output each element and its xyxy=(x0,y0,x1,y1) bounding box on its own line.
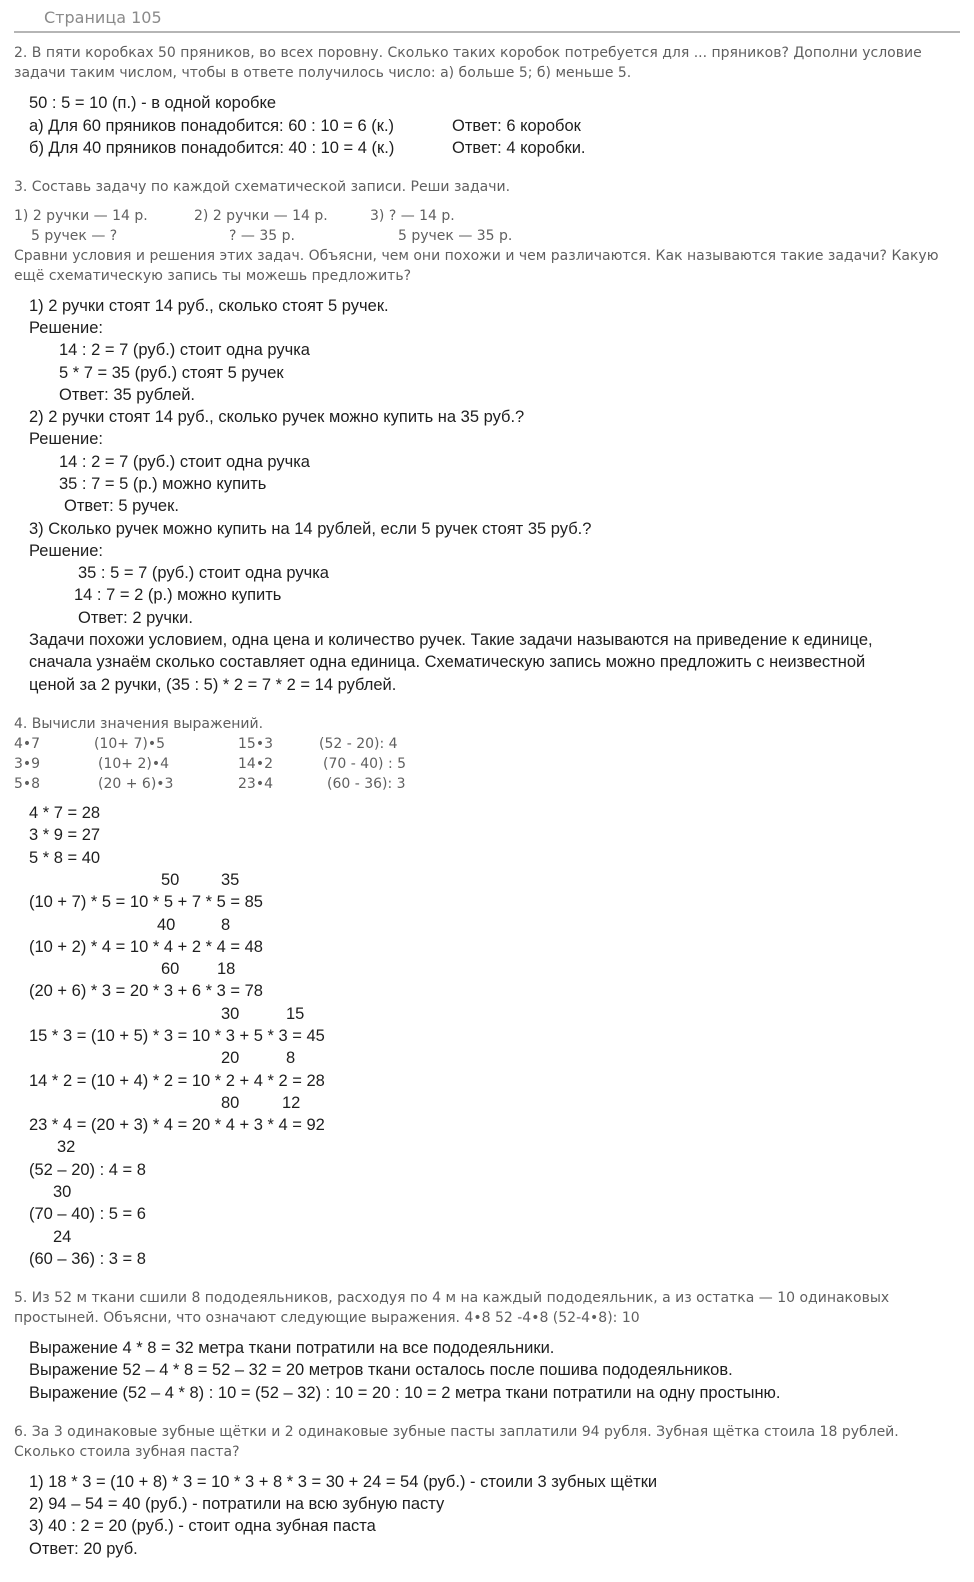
task3-question-line2: Сравни условия и решения этих задач. Объясни, чем они похожи и чем различаются. Как называются такие задачи? Какую xyxy=(14,248,939,264)
task4-answer-line: (70 – 40) : 5 = 6 xyxy=(29,1205,146,1223)
task5-answer-line: Выражение 4 * 8 = 32 метра ткани потратили на все пододеяльники. xyxy=(29,1339,555,1357)
task4-partial-product: 50 xyxy=(161,871,180,889)
task4-answer-line: 4 * 7 = 28 xyxy=(29,804,101,822)
header-divider xyxy=(14,31,960,33)
task4-partial-product: 30 xyxy=(221,1005,240,1023)
task4-partial-product: 60 xyxy=(161,960,180,978)
task3-answer-line: 14 : 7 = 2 (р.) можно купить xyxy=(74,586,282,604)
task4-partial-product: 20 xyxy=(221,1049,240,1067)
task4-partial-result: 24 xyxy=(53,1228,72,1246)
task5-question-line1: 5. Из 52 м ткани сшили 8 пододеяльников, расходуя по 4 м на каждый пододеяльник, а из остатка — 10 одинаковых xyxy=(14,1290,890,1306)
task3-scheme-1b: 5 ручек — ? xyxy=(31,228,118,244)
task4-answer-line: 14 * 2 = (10 + 4) * 2 = 10 * 2 + 4 * 2 = 28 xyxy=(29,1072,325,1090)
task3-answer-line: Ответ: 2 ручки. xyxy=(78,609,193,627)
task4-answer-line: 23 * 4 = (20 + 3) * 4 = 20 * 4 + 3 * 4 = 92 xyxy=(29,1116,325,1134)
task3-answer-line: 3) Сколько ручек можно купить на 14 рублей, если 5 ручек стоят 35 руб.? xyxy=(29,520,592,538)
task4-expression: (52 - 20): 4 xyxy=(319,736,398,752)
task5-answer-line: Выражение (52 – 4 * 8) : 10 = (52 – 32) : 10 = 20 : 10 = 2 метра ткани потратили на одну простыню. xyxy=(29,1384,781,1402)
task4-expression: (20 + 6)•3 xyxy=(98,776,174,792)
task4-expression: 14•2 xyxy=(238,756,273,772)
task5-question-line2: простыней. Объясни, что означают следующие выражения. 4•8 52 -4•8 (52-4•8): 10 xyxy=(14,1310,640,1326)
task3-answer-line: 14 : 2 = 7 (руб.) стоит одна ручка xyxy=(59,341,310,359)
task3-answer-line: Решение: xyxy=(29,542,103,560)
task3-answer-line: 35 : 5 = 7 (руб.) стоит одна ручка xyxy=(78,564,329,582)
task3-scheme-2b: ? — 35 р. xyxy=(229,228,295,244)
task4-partial-product: 35 xyxy=(221,871,240,889)
task4-answer-line: (20 + 6) * 3 = 20 * 3 + 6 * 3 = 78 xyxy=(29,982,263,1000)
task6-question-line1: 6. За 3 одинаковые зубные щётки и 2 одинаковые зубные пасты заплатили 94 рубля. Зубная щётка стоила 18 рублей. xyxy=(14,1424,899,1440)
task3-scheme-3b: 5 ручек — 35 р. xyxy=(398,228,513,244)
task4-expression: 5•8 xyxy=(14,776,41,792)
task3-scheme-2: 2) 2 ручки — 14 р. xyxy=(194,208,328,224)
task2-question-line2: задачи таким числом, чтобы в ответе получилось число: а) больше 5; б) меньше 5. xyxy=(14,65,632,81)
task4-answer-line: (60 – 36) : 3 = 8 xyxy=(29,1250,146,1268)
task4-expression: 3•9 xyxy=(14,756,41,772)
task4-partial-product: 8 xyxy=(221,916,231,934)
task2-answer-line: 50 : 5 = 10 (п.) - в одной коробке xyxy=(29,94,277,112)
task4-expression: (10+ 7)•5 xyxy=(94,736,165,752)
task4-expression: 4•7 xyxy=(14,736,41,752)
task3-answer-line: Ответ: 35 рублей. xyxy=(59,386,196,404)
task6-answer-line: 3) 40 : 2 = 20 (руб.) - стоит одна зубная паста xyxy=(29,1517,376,1535)
task4-expression: 23•4 xyxy=(238,776,273,792)
task4-expression: (70 - 40) : 5 xyxy=(323,756,407,772)
task6-question-line2: Сколько стоила зубная паста? xyxy=(14,1444,240,1460)
task2-answer-line: б) Для 40 пряников понадобится: 40 : 10 = 4 (к.) xyxy=(29,139,395,157)
task3-question-line3: ещё схематическую запись ты можешь предложить? xyxy=(14,268,412,284)
task6-answer-line: 1) 18 * 3 = (10 + 8) * 3 = 10 * 3 + 8 * 3 = 30 + 24 = 54 (руб.) - стоили 3 зубных щётки xyxy=(29,1473,658,1491)
task4-answer-line: (52 – 20) : 4 = 8 xyxy=(29,1161,146,1179)
task4-expression: (60 - 36): 3 xyxy=(327,776,406,792)
task3-answer-line: Решение: xyxy=(29,319,103,337)
task3-answer-line: 2) 2 ручки стоят 14 руб., сколько ручек можно купить на 35 руб.? xyxy=(29,408,525,426)
task6-answer-line: Ответ: 20 руб. xyxy=(29,1540,138,1558)
page-title: Страница 105 xyxy=(44,8,162,27)
task4-partial-product: 18 xyxy=(217,960,236,978)
task4-question: 4. Вычисли значения выражений. xyxy=(14,716,264,732)
task5-answer-line: Выражение 52 – 4 * 8 = 52 – 32 = 20 метров ткани осталось после пошива пододеяльников. xyxy=(29,1361,733,1379)
task4-answer-line: (10 + 7) * 5 = 10 * 5 + 7 * 5 = 85 xyxy=(29,893,263,911)
task3-answer-line: 5 * 7 = 35 (руб.) стоят 5 ручек xyxy=(59,364,284,382)
task3-answer-line: 14 : 2 = 7 (руб.) стоит одна ручка xyxy=(59,453,310,471)
task4-partial-result: 30 xyxy=(53,1183,72,1201)
task4-answer-line: 5 * 8 = 40 xyxy=(29,849,101,867)
task4-partial-result: 32 xyxy=(57,1138,76,1156)
task4-answer-line: (10 + 2) * 4 = 10 * 4 + 2 * 4 = 48 xyxy=(29,938,263,956)
task4-partial-product: 8 xyxy=(286,1049,296,1067)
task3-question: 3. Составь задачу по каждой схематической записи. Реши задачи. xyxy=(14,179,511,195)
task3-answer-line: 1) 2 ручки стоят 14 руб., сколько стоят 5 ручек. xyxy=(29,297,389,315)
task3-answer-line: Решение: xyxy=(29,430,103,448)
task2-answer-result: Ответ: 6 коробок xyxy=(452,117,581,135)
task4-answer-line: 3 * 9 = 27 xyxy=(29,826,101,844)
task3-scheme-1: 1) 2 ручки — 14 р. xyxy=(14,208,148,224)
task3-answer-line: сначала узнаём сколько составляет одна единица. Схематическую запись можно предложить с неизвестной xyxy=(29,653,866,671)
task4-partial-product: 15 xyxy=(286,1005,305,1023)
task3-answer-line: 35 : 7 = 5 (р.) можно купить xyxy=(59,475,267,493)
task6-answer-line: 2) 94 – 54 = 40 (руб.) - потратили на всю зубную пасту xyxy=(29,1495,445,1513)
task4-partial-product: 80 xyxy=(221,1094,240,1112)
task3-scheme-3: 3) ? — 14 р. xyxy=(370,208,455,224)
task3-answer-line: ценой за 2 ручки, (35 : 5) * 2 = 7 * 2 = 14 рублей. xyxy=(29,676,397,694)
task3-answer-line: Ответ: 5 ручек. xyxy=(64,497,179,515)
task2-answer-line: а) Для 60 пряников понадобится: 60 : 10 = 6 (к.) xyxy=(29,117,395,135)
task2-question-line1: 2. В пяти коробках 50 пряников, во всех поровну. Сколько таких коробок потребуется для ... пряников? Дополни условие xyxy=(14,45,922,61)
task4-expression: (10+ 2)•4 xyxy=(98,756,169,772)
task4-expression: 15•3 xyxy=(238,736,273,752)
task4-partial-product: 12 xyxy=(282,1094,301,1112)
task4-partial-product: 40 xyxy=(157,916,176,934)
task2-answer-result: Ответ: 4 коробки. xyxy=(452,139,586,157)
task4-answer-line: 15 * 3 = (10 + 5) * 3 = 10 * 3 + 5 * 3 = 45 xyxy=(29,1027,325,1045)
task3-answer-line: Задачи похожи условием, одна цена и количество ручек. Такие задачи называются на приведение к единице, xyxy=(29,631,873,649)
